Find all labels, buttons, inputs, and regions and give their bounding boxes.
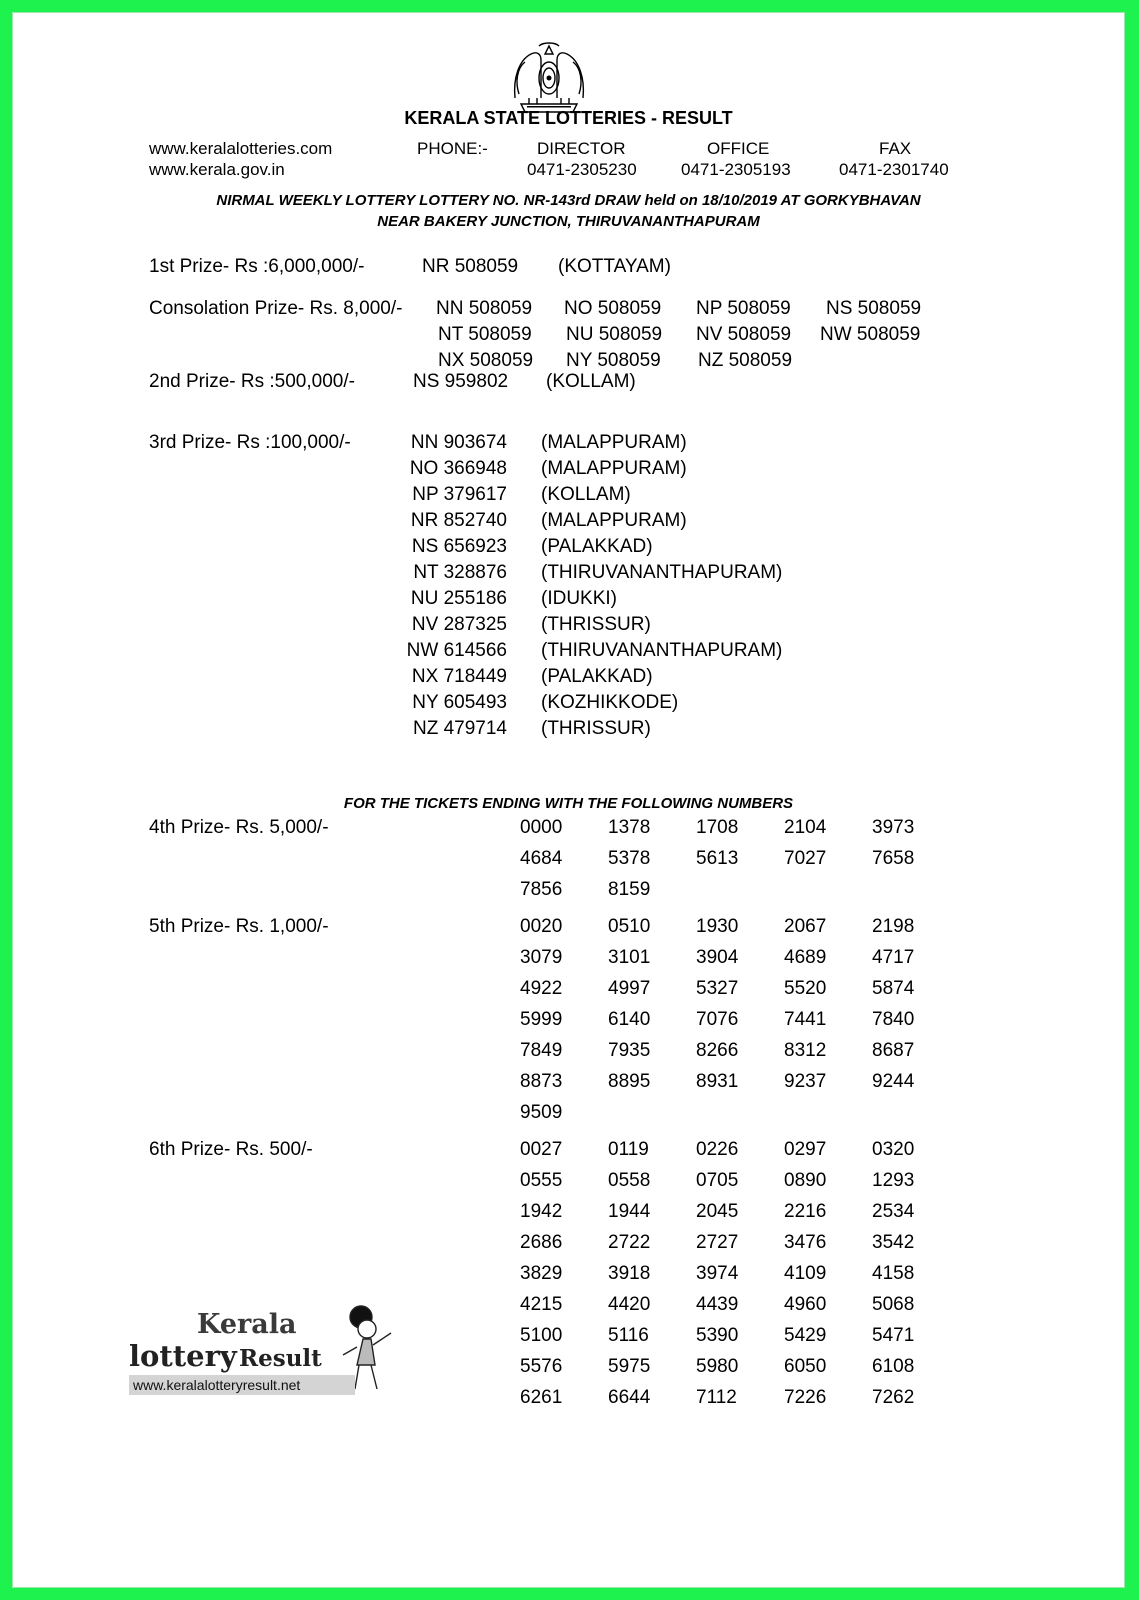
ending-number: 7840: [872, 1009, 915, 1030]
ending-number: 4420: [608, 1294, 651, 1315]
ending-number: 4439: [696, 1294, 739, 1315]
ending-number: 7262: [872, 1387, 915, 1408]
office-label: OFFICE: [707, 139, 770, 158]
ending-number: 3829: [520, 1263, 563, 1284]
third-prize-place: (KOLLAM): [541, 484, 631, 505]
first-prize-ticket: NR 508059: [422, 256, 519, 277]
consolation-ticket: NX 508059: [438, 350, 534, 371]
ending-number: 5471: [872, 1325, 915, 1346]
ending-number: 1293: [872, 1170, 915, 1191]
second-prize-place: (KOLLAM): [546, 371, 636, 392]
ending-number: 5999: [520, 1009, 563, 1030]
first-prize-place: (KOTTAYAM): [558, 256, 671, 277]
director-label: DIRECTOR: [537, 139, 626, 158]
kerala-lottery-result-watermark: [129, 1303, 404, 1403]
ending-number: 8159: [608, 879, 651, 900]
ending-number: 7076: [696, 1009, 739, 1030]
ending-number: 4997: [608, 978, 651, 999]
ending-number: 7856: [520, 879, 563, 900]
third-prize-ticket: NS 656923: [411, 536, 507, 557]
third-prize-ticket: NV 287325: [411, 614, 507, 635]
third-prize-ticket: NP 379617: [412, 484, 507, 505]
ending-number: 7226: [784, 1387, 827, 1408]
ending-number: 5980: [696, 1356, 739, 1377]
ending-number: 0119: [608, 1139, 649, 1160]
ending-number: 3079: [520, 947, 563, 968]
ending-number: 5378: [608, 848, 651, 869]
third-prize-place: (THRISSUR): [541, 614, 651, 635]
ending-number: 8873: [520, 1071, 563, 1092]
second-prize-label: 2nd Prize- Rs :500,000/-: [149, 371, 355, 392]
ending-number: 0510: [608, 916, 651, 937]
ending-number: 2198: [872, 916, 915, 937]
ending-number: 2067: [784, 916, 827, 937]
third-prize-place: (THIRUVANANTHAPURAM): [541, 640, 783, 661]
ending-number: 0705: [696, 1170, 739, 1191]
ending-number: 3973: [872, 817, 915, 838]
ending-number: 2534: [872, 1201, 915, 1222]
ending-number: 4158: [872, 1263, 915, 1284]
ending-number: 8895: [608, 1071, 651, 1092]
third-prize-place: (THRISSUR): [541, 718, 651, 739]
third-prize-ticket: NO 366948: [409, 458, 507, 479]
ending-number: 2104: [784, 817, 827, 838]
second-prize-ticket: NS 959802: [413, 371, 509, 392]
ending-number: 2686: [520, 1232, 563, 1253]
ending-number: 9509: [520, 1102, 563, 1123]
ending-number: 4109: [784, 1263, 827, 1284]
director-phone: 0471-2305230: [527, 160, 637, 179]
ending-number: 2216: [784, 1201, 827, 1222]
ending-number: 0320: [872, 1139, 915, 1160]
ending-number: 3918: [608, 1263, 651, 1284]
svg-text:lottery: lottery: [129, 1339, 237, 1373]
third-prize-ticket: NT 328876: [413, 562, 507, 583]
fourth-prize-label: 4th Prize- Rs. 5,000/-: [149, 817, 329, 838]
third-prize-label: 3rd Prize- Rs :100,000/-: [149, 432, 351, 453]
ending-number: 1930: [696, 916, 739, 937]
ending-number: 1944: [608, 1201, 651, 1222]
third-prize-ticket: NX 718449: [411, 666, 507, 687]
svg-text:Kerala: Kerala: [197, 1309, 297, 1340]
ending-number: 0890: [784, 1170, 827, 1191]
ending-number: 1942: [520, 1201, 563, 1222]
consolation-ticket: NZ 508059: [698, 350, 793, 371]
third-prize-place: (KOZHIKKODE): [541, 692, 679, 713]
ending-number: 5613: [696, 848, 739, 869]
ending-number: 9244: [872, 1071, 915, 1092]
page-title: KERALA STATE LOTTERIES - RESULT: [404, 108, 733, 128]
third-prize-place: (MALAPPURAM): [541, 510, 687, 531]
ending-number: 0555: [520, 1170, 563, 1191]
ending-number: 3542: [872, 1232, 915, 1253]
third-prize-ticket: NR 852740: [410, 510, 507, 531]
consolation-ticket: NN 508059: [436, 298, 533, 319]
ending-number: 5429: [784, 1325, 827, 1346]
consolation-ticket: NS 508059: [826, 298, 922, 319]
ending-number: 1708: [696, 817, 739, 838]
ending-number: 0226: [696, 1139, 739, 1160]
ending-number: 6140: [608, 1009, 651, 1030]
consolation-prize-label: Consolation Prize- Rs. 8,000/-: [149, 298, 403, 319]
ending-number: 4215: [520, 1294, 563, 1315]
ending-number: 4684: [520, 848, 563, 869]
draw-details-line-1: NIRMAL WEEKLY LOTTERY LOTTERY NO. NR-143rd DRAW held on 18/10/2019 AT GORKYBHAVAN: [216, 192, 921, 209]
consolation-ticket: NU 508059: [566, 324, 663, 345]
ending-number: 7112: [696, 1387, 737, 1408]
ending-number: 2722: [608, 1232, 651, 1253]
ending-number: 6108: [872, 1356, 915, 1377]
website-link-1[interactable]: www.keralalotteries.com: [149, 139, 333, 158]
ending-number: 5520: [784, 978, 827, 999]
ending-number: 0558: [608, 1170, 651, 1191]
ending-number: 5116: [608, 1325, 649, 1346]
ending-number: 5576: [520, 1356, 563, 1377]
ending-number: 8312: [784, 1040, 827, 1061]
ending-number: 0027: [520, 1139, 563, 1160]
ending-number: 3974: [696, 1263, 739, 1284]
ending-numbers-heading: FOR THE TICKETS ENDING WITH THE FOLLOWING NUMBERS: [343, 795, 794, 812]
ending-number: 4922: [520, 978, 563, 999]
ending-number: 4960: [784, 1294, 827, 1315]
ending-number: 0000: [520, 817, 563, 838]
fifth-prize-label: 5th Prize- Rs. 1,000/-: [149, 916, 329, 937]
ending-number: 9237: [784, 1071, 827, 1092]
third-prize-place: (MALAPPURAM): [541, 432, 687, 453]
third-prize-ticket: NZ 479714: [412, 718, 507, 739]
ending-number: 6644: [608, 1387, 651, 1408]
ending-number: 3101: [608, 947, 651, 968]
third-prize-ticket: NN 903674: [410, 432, 507, 453]
svg-text:www.keralalotteryresult.net: www.keralalotteryresult.net: [133, 1377, 301, 1393]
ending-number: 7658: [872, 848, 915, 869]
ending-number: 6050: [784, 1356, 827, 1377]
third-prize-place: (PALAKKAD): [541, 536, 653, 557]
ending-number: 8931: [696, 1071, 739, 1092]
consolation-ticket: NY 508059: [566, 350, 661, 371]
ending-number: 5327: [696, 978, 739, 999]
consolation-ticket: NP 508059: [696, 298, 791, 319]
ending-number: 6261: [520, 1387, 563, 1408]
ending-number: 3904: [696, 947, 739, 968]
third-prize-place: (THIRUVANANTHAPURAM): [541, 562, 783, 583]
ending-number: 3476: [784, 1232, 827, 1253]
third-prize-place: (PALAKKAD): [541, 666, 653, 687]
ending-number: 7935: [608, 1040, 651, 1061]
ending-number: 2727: [696, 1232, 739, 1253]
consolation-ticket: NT 508059: [438, 324, 532, 345]
ending-number: 0020: [520, 916, 563, 937]
phone-label: PHONE:-: [417, 139, 488, 158]
ending-number: 5100: [520, 1325, 563, 1346]
ending-number: 1378: [608, 817, 651, 838]
ending-number: 8687: [872, 1040, 915, 1061]
third-prize-ticket: NY 605493: [412, 692, 507, 713]
ending-number: 2045: [696, 1201, 739, 1222]
ending-number: 4717: [872, 947, 915, 968]
website-link-2[interactable]: www.kerala.gov.in: [149, 160, 285, 179]
ending-number: 5975: [608, 1356, 651, 1377]
ending-number: 0297: [784, 1139, 827, 1160]
result-sheet: [12, 12, 1125, 1588]
first-prize-label: 1st Prize- Rs :6,000,000/-: [149, 256, 365, 277]
fax-label: FAX: [879, 139, 912, 158]
ending-number: 5068: [872, 1294, 915, 1315]
draw-details-line-2: NEAR BAKERY JUNCTION, THIRUVANANTHAPURAM: [377, 213, 760, 230]
sixth-prize-label: 6th Prize- Rs. 500/-: [149, 1139, 313, 1160]
ending-number: 4689: [784, 947, 827, 968]
ending-number: 8266: [696, 1040, 739, 1061]
third-prize-ticket: NU 255186: [410, 588, 507, 609]
third-prize-place: (IDUKKI): [541, 588, 617, 609]
consolation-ticket: NW 508059: [820, 324, 921, 345]
consolation-ticket: NV 508059: [696, 324, 792, 345]
office-phone: 0471-2305193: [681, 160, 791, 179]
fax-phone: 0471-2301740: [839, 160, 949, 179]
third-prize-ticket: NW 614566: [406, 640, 507, 661]
ending-number: 7849: [520, 1040, 563, 1061]
consolation-ticket: NO 508059: [564, 298, 662, 319]
svg-text:Result: Result: [239, 1345, 322, 1372]
ending-number: 5390: [696, 1325, 739, 1346]
ending-number: 5874: [872, 978, 915, 999]
third-prize-place: (MALAPPURAM): [541, 458, 687, 479]
ending-number: 7441: [784, 1009, 827, 1030]
ending-number: 7027: [784, 848, 827, 869]
